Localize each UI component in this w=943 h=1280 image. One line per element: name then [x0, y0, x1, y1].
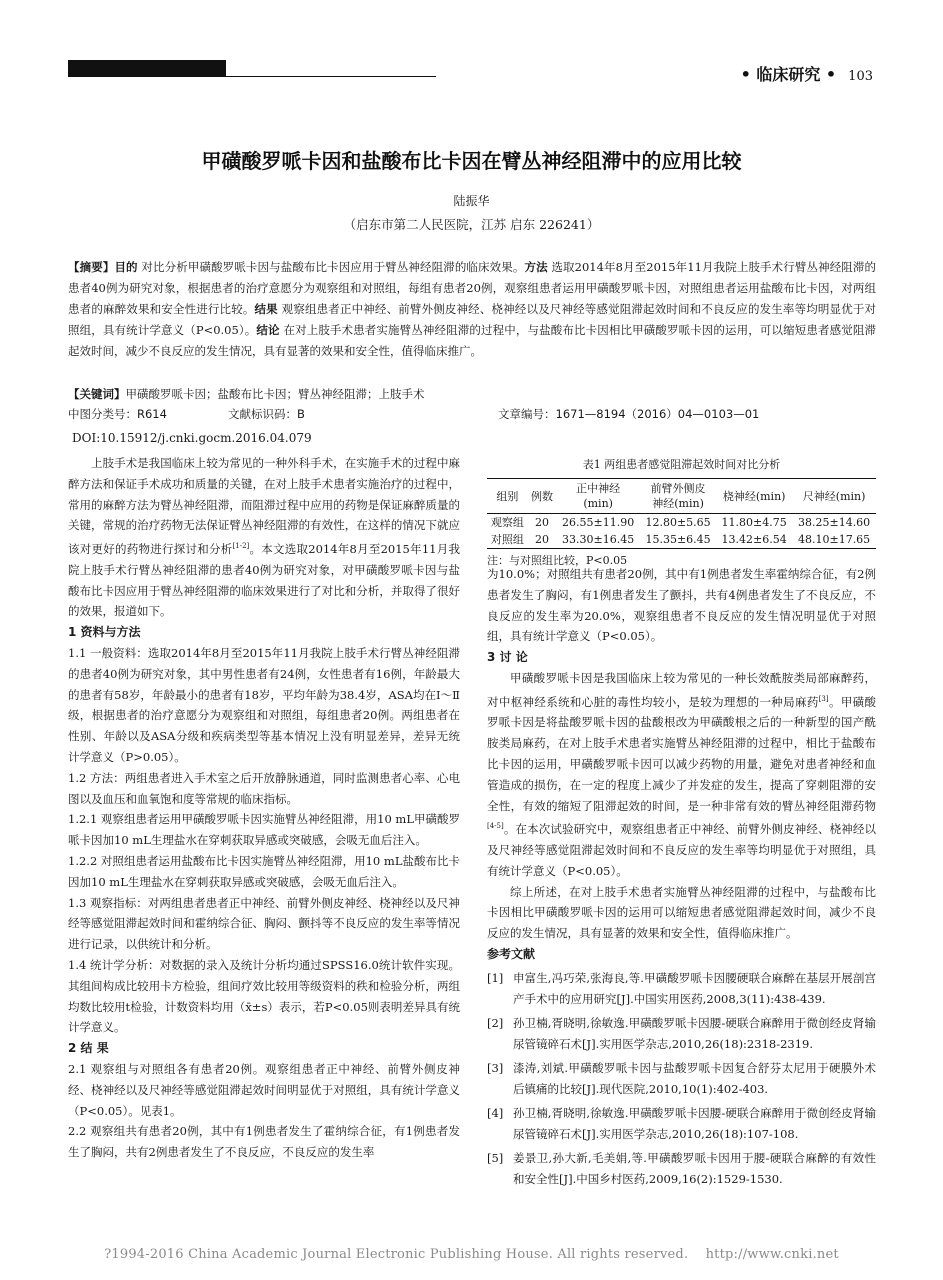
left-column	[68, 453, 460, 1163]
reference-item	[487, 968, 876, 1010]
table-row	[487, 531, 876, 549]
abstract-result-label: 结果	[254, 302, 278, 316]
intro-text: 上肢手术是我国临床上较为常见的一种外科手术，在实施手术的过程中麻醉方法和保证手术成功和质量的关键，在对上肢手术患者实施治疗的过程中，常用的麻醉方法为臂丛神经阻滞，而阻滞过程中应用的药物是保证麻醉质量的关键，常规的治疗药物无法保证臂丛神经阻滞的有效性，在这样的情况下就应该对更好的药物进行探讨和分析	[68, 456, 460, 557]
table-cell: 13.42±6.54	[716, 531, 792, 549]
right-column	[487, 564, 876, 1190]
table-cell: 20	[534, 516, 549, 529]
section-heading-1: 1 资料与方法	[68, 625, 141, 640]
table-header: 正中神经 (min)	[556, 479, 640, 514]
table-cell: 26.55±11.90	[562, 516, 635, 529]
author: 陆振华	[453, 194, 490, 208]
abstract-method: 选取2014年8月至2015年11月我院上肢手术行臂丛神经阻滞的患者40例为研究对象，根据患者的治疗意愿分为观察组和对照组，每组有患者20例，观察组患者运用甲磺酸罗哌卡因，对照组患者运用盐酸布比卡因，对两组患者的麻醉效果和安全性进行比较。	[68, 260, 877, 316]
abstract-conclusion: 在对上肢手术患者实施臂丛神经阻滞的过程中，与盐酸布比卡因相比甲磺酸罗哌卡因的运用，可以缩短患者感觉阻滞起效时间，减少不良反应的发生情况，具有显著的效果和安全性，值得临床推广。	[68, 323, 876, 358]
discussion-text: 甲磺酸罗哌卡因是我国临床上较为常见的一种长效酰胺类局部麻醉药，对中枢神经系统和心脏的毒性均较小，是较为理想的一种局麻药	[487, 670, 876, 709]
reference-number: [4]	[487, 1105, 504, 1120]
keywords-text: 甲磺酸罗哌卡因；盐酸布比卡因；臂丛神经阻滞；上肢手术	[125, 387, 425, 401]
section-label: • 临床研究 •	[740, 65, 837, 84]
abstract-aim-label: 目的	[114, 260, 138, 274]
table-cell: 观察组	[490, 516, 524, 529]
reference-item	[487, 1013, 876, 1055]
reference-text: 漆涛,刘斌.甲磺酸罗哌卡因与盐酸罗哌卡因复合舒芬太尼用于硬膜外术后镇痛的比较[J].现代医院,2010,10(1):402-403.	[513, 1060, 876, 1096]
table-cell: 33.30±16.45	[556, 531, 640, 549]
discussion-paragraph-1	[487, 668, 876, 882]
table-header: 前臂外侧皮 神经(min)	[640, 479, 716, 514]
citation: [3]	[818, 694, 829, 703]
affiliation: （启东市第二人民医院，江苏 启东 226241）	[343, 217, 600, 232]
discussion-paragraph-2: 综上所述，在对上肢手术患者实施臂丛神经阻滞的过程中，与盐酸布比卡因相比甲磺酸罗哌卡因的运用可以缩短患者感觉阻滞起效时间，减少不良反应的发生情况，具有显著的效果和安全性，值得临床推广。	[487, 884, 876, 941]
para-1-2-1: 1.2.1 观察组患者运用甲磺酸罗哌卡因实施臂丛神经阻滞，用10 mL甲磺酸罗哌卡因加10 mL生理盐水在穿刺获取异感或突破感，会吸无血后注入。	[68, 812, 460, 848]
clc-number: 中图分类号：R614	[68, 407, 167, 421]
page-number: 103	[848, 69, 873, 84]
table-row	[487, 514, 876, 532]
citation: [1-2]	[232, 542, 250, 551]
abstract-label: 【摘要】	[68, 260, 115, 274]
doi: DOI:10.15912/j.cnki.gocm.2016.04.079	[72, 431, 312, 445]
table-header: 例数	[528, 479, 557, 514]
header-black-bar	[68, 60, 226, 77]
reference-item	[487, 1103, 876, 1145]
reference-text: 姜景卫,孙大新,毛美娟,等.甲磺酸罗哌卡因用于腰-硬联合麻醉的有效性和安全性[J].中国乡村医药,2009,16(2):1529-1530.	[513, 1150, 876, 1186]
para-1-4: 1.4 统计学分析：对数据的录入及统计分析均通过SPSS16.0统计软件实现。其组间构成比较用卡方检验，组间疗效比较用等级资料的秩和检验分析，两组均数比较用t检验，计数资料均用（x̄±s）表示，若P<0.05则表明差异具有统计学意义。	[68, 957, 460, 1035]
table-cell: 对照组	[487, 531, 528, 549]
table-cell: 12.80±5.65	[645, 516, 711, 529]
section-heading-3: 3 讨 论	[487, 650, 528, 665]
reference-item	[487, 1058, 876, 1100]
table-cell: 15.35±6.45	[640, 531, 716, 549]
reference-number: [3]	[487, 1060, 504, 1075]
article-number: 文章编号：1671—8194（2016）04—0103—01	[498, 407, 760, 421]
table-header: 尺神经(min)	[792, 479, 876, 514]
abstract-aim: 对比分析甲磺酸罗哌卡因与盐酸布比卡因应用于臂丛神经阻滞的临床效果。	[141, 260, 525, 274]
para-1-1: 1.1 一般资料：选取2014年8月至2015年11月我院上肢手术行臂丛神经阻滞的患者40例为研究对象，其中男性患者有24例，女性患者有16例，年龄最大的患者有58岁，年龄最小的患者有18岁，平均年龄为38.4岁，ASA均在Ⅰ～Ⅱ级，根据患者的治疗意愿分为观察组和对照组，每组患者20例。两组患者在性别、年龄以及ASA分级和疾病类型等基本情况上没有明显差异，差异无统计学意义（P>0.05）。	[68, 646, 460, 764]
keywords	[68, 386, 876, 402]
keywords-label: 【关键词】	[68, 387, 126, 401]
reference-number: [5]	[487, 1150, 504, 1165]
intro-paragraph	[68, 453, 460, 622]
data-table	[487, 478, 876, 549]
reference-text: 孙卫楠,胥晓明,徐敏逸.甲磺酸罗哌卡因腰-硬联合麻醉用于微创经皮肾输尿管镜碎石术[J].实用医学杂志,2010,26(18):2318-2319.	[513, 1015, 876, 1051]
table-header: 桡神经(min)	[716, 479, 792, 514]
table-cell: 48.10±17.65	[792, 531, 876, 549]
abstract-result: 观察组患者正中神经、前臂外侧皮神经、桡神经以及尺神经等感觉阻滞起效时间和不良反应的发生率等均明显优于对照组，具有统计学意义（P<0.05）。	[68, 302, 877, 337]
section-heading-2: 2 结 果	[68, 1041, 109, 1056]
article-title: 甲磺酸罗哌卡因和盐酸布比卡因在臂丛神经阻滞中的应用比较	[201, 149, 742, 173]
reference-number: [2]	[487, 1015, 504, 1030]
copyright-footer: ?1994-2016 China Academic Journal Electronic Publishing House. All rights reserved. http://www.cnki.net	[104, 1247, 839, 1262]
table-title: 表1 两组患者感觉阻滞起效时间对比分析	[582, 458, 781, 471]
para-1-3: 1.3 观察指标：对两组患者患者正中神经、前臂外侧皮神经、桡神经以及尺神经等感觉阻滞起效时间和霍纳综合征、胸闷、颤抖等不良反应的发生率等情况进行记录，以供统计和分析。	[68, 895, 460, 952]
table-header: 组别	[487, 479, 528, 514]
citation: [4-5]	[487, 822, 504, 831]
header-rule	[226, 76, 436, 77]
reference-number: [1]	[487, 970, 504, 985]
para-2-1: 2.1 观察组与对照组各有患者20例。观察组患者正中神经、前臂外侧皮神经、桡神经以及尺神经等感觉阻滞起效时间明显优于对照组，具有统计学意义（P<0.05）。见表1。	[68, 1061, 460, 1118]
discussion-text-cont: 。甲磺酸罗哌卡因是将盐酸罗哌卡因的盐酸根改为甲磺酸根之后的一种新型的国产酰胺类局麻药，在对上肢手术患者实施臂丛神经阻滞的过程中，相比于盐酸布比卡因的运用，甲磺酸罗哌卡因可以减少药物的用量，避免对患者神经和血管造成的损伤，在一定的程度上减少了并发症的发生，提高了穿刺阻滞的安全性，有效的缩短了阻滞起效的时间，是一种非常有效的臂丛神经阻滞药物	[487, 694, 877, 813]
table-cell: 38.25±14.60	[797, 516, 871, 529]
abstract-method-label: 方法	[524, 260, 548, 274]
table-note: 注：与对照组比较，P<0.05	[487, 554, 628, 567]
reference-text: 申富生,冯巧荣,张海良,等.甲磺酸罗哌卡因腰硬联合麻醉在基层开展剖宫产手术中的应用研究[J].中国实用医药,2008,3(11):438-439.	[513, 970, 876, 1006]
reference-text: 孙卫楠,胥晓明,徐敏逸.甲磺酸罗哌卡因腰-硬联合麻醉用于微创经皮肾输尿管镜碎石术[J].实用医学杂志,2010,26(18):107-108.	[513, 1105, 876, 1141]
para-2-2-cont: 为10.0%；对照组共有患者20例，其中有1例患者发生率霍纳综合征，有2例患者发生了胸闷，有1例患者发生了颤抖，共有4例患者发生了不良反应，不良反应的发生率为20.0%，观察组患者不良反应的发生情况明显优于对照组，具有统计学意义（P<0.05）。	[487, 567, 876, 644]
reference-item	[487, 1148, 876, 1190]
para-1-2: 1.2 方法：两组患者进入手术室之后开放静脉通道，同时监测患者心率、心电图以及血压和血氧饱和度等常规的临床指标。	[68, 770, 460, 806]
document-code: 文献标识码：B	[228, 407, 305, 421]
reference-list	[487, 968, 876, 1190]
running-header	[741, 62, 873, 85]
table-1	[487, 456, 876, 568]
intro-text-cont: 。本文选取2014年8月至2015年11月我院上肢手术行臂丛神经阻滞的患者40例为研究对象，对甲磺酸罗哌卡因与盐酸布比卡因应用于臂丛神经阻滞的临床效果进行了对比和分析，并取得了很好的效果，报道如下。	[68, 542, 460, 619]
references-heading: 参考文献	[487, 947, 536, 961]
abstract	[68, 257, 876, 362]
discussion-text-end: 。在本次试验研究中，观察组患者正中神经、前臂外侧皮神经、桡神经以及尺神经等感觉阻滞起效时间和不良反应的发生率等均明显优于对照组，具有统计学意义（P<0.05）。	[487, 822, 876, 878]
para-2-2: 2.2 观察组共有患者20例，其中有1例患者发生了霍纳综合征，有1例患者发生了胸闷，共有2例患者发生了不良反应，不良反应的发生率	[68, 1124, 460, 1160]
para-1-2-2: 1.2.2 对照组患者运用盐酸布比卡因实施臂丛神经阻滞，用10 mL盐酸布比卡因加10 mL生理盐水在穿刺获取异感或突破感，会吸无血后注入。	[68, 853, 460, 889]
abstract-conclusion-label: 结论	[256, 323, 280, 337]
table-cell: 20	[528, 531, 557, 549]
table-cell: 11.80±4.75	[721, 516, 787, 529]
